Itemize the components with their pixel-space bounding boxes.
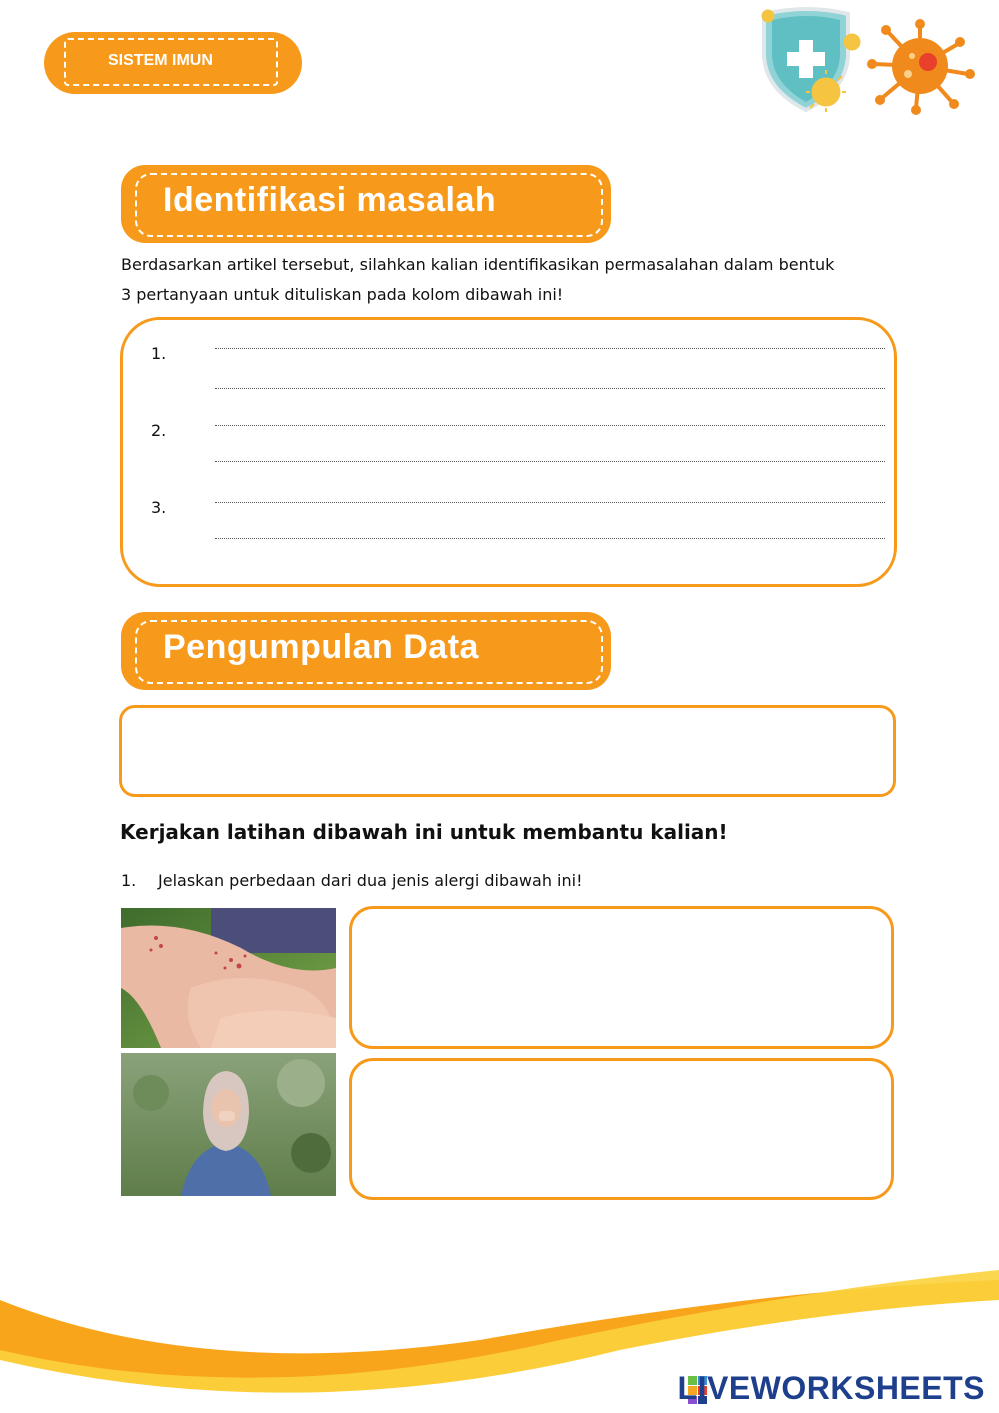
answer-line[interactable] [215, 348, 885, 349]
skin-allergy-photo [121, 908, 336, 1048]
section-title-identifikasi: Identifikasi masalah [163, 181, 497, 219]
shield-virus-icon [748, 4, 978, 116]
brand-wordmark: LIVEWORKSHEETS [677, 1370, 985, 1406]
answer-box-2[interactable] [349, 1058, 894, 1200]
data-collection-box[interactable] [119, 705, 896, 797]
question-number: 3. [151, 498, 167, 517]
respiratory-allergy-photo [121, 1053, 336, 1196]
answer-line[interactable] [215, 461, 885, 462]
question-number: 1. [151, 344, 167, 363]
question-number: 2. [151, 421, 167, 440]
answer-line[interactable] [215, 538, 885, 539]
questions-box [120, 317, 897, 587]
section-header-pengumpulan [121, 612, 611, 690]
section-header-identifikasi [121, 165, 611, 243]
exercise-item-number: 1. [121, 871, 137, 890]
topic-badge-label: SISTEM IMUN [108, 52, 213, 69]
answer-line[interactable] [215, 388, 885, 389]
instruction-line-1: Berdasarkan artikel tersebut, silahkan kalian identifikasikan permasalahan dalam bentuk [121, 255, 835, 274]
topic-badge [44, 32, 302, 94]
answer-line[interactable] [215, 425, 885, 426]
section-title-pengumpulan: Pengumpulan Data [163, 628, 479, 666]
instruction-line-2: 3 pertanyaan untuk dituliskan pada kolom dibawah ini! [121, 285, 564, 304]
answer-line[interactable] [215, 502, 885, 503]
exercise-heading: Kerjakan latihan dibawah ini untuk membantu kalian! [120, 820, 728, 844]
answer-box-1[interactable] [349, 906, 894, 1049]
exercise-item-text: Jelaskan perbedaan dari dua jenis alergi dibawah ini! [158, 871, 583, 890]
